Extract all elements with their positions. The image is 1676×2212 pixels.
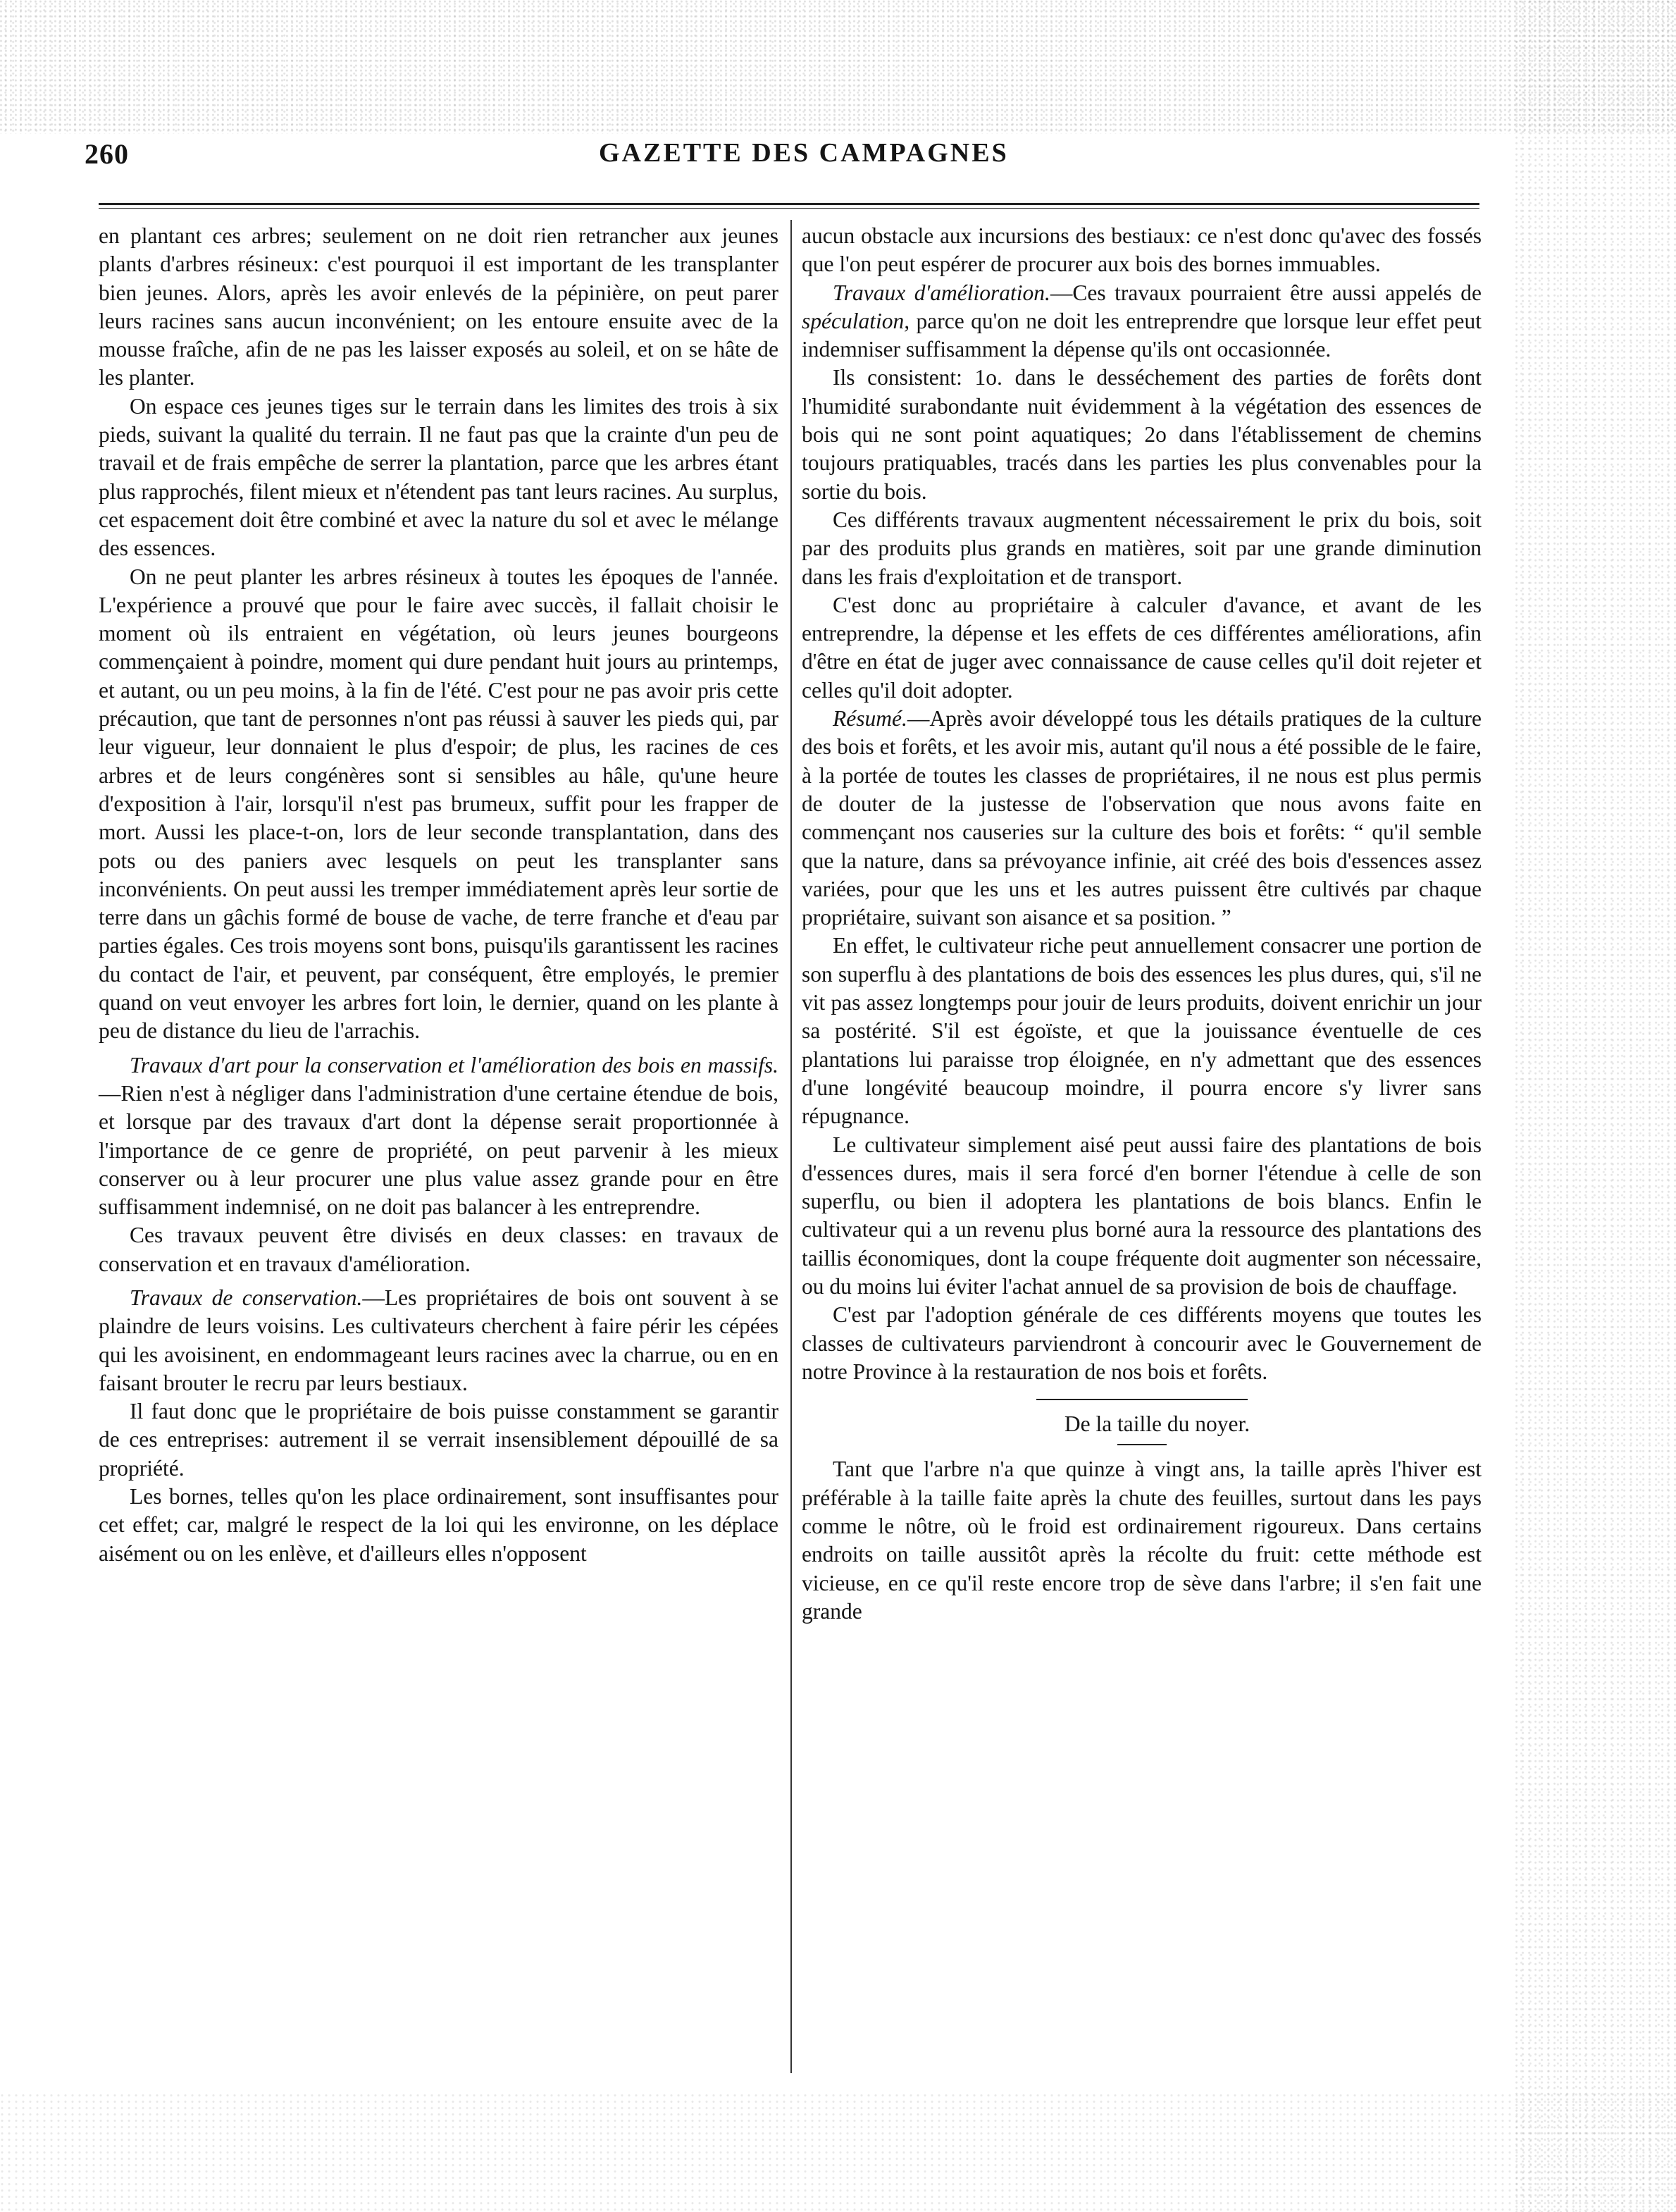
paper-speckle-right bbox=[1514, 0, 1676, 2212]
subsection-heading: Travaux d'art pour la conservation et l'amélioration des bois en massifs. bbox=[130, 1052, 778, 1077]
section-separator bbox=[1036, 1399, 1248, 1400]
paragraph: En effet, le cultivateur riche peut annuellement consacrer une portion de son superflu à des plantations de bois des essences les plus dures, qui, s'il ne vit pas assez longtemps pour jouir de leurs produits, doivent enrichir un jour sa postérité. S'il est égoïste, et que la jouissance éventuelle de ces plantations lui paraisse trop éloignée, en n'y admettant que des essences d'une longévité beaucoup moindre, il pourra encore s'y livrer sans répugnance. bbox=[802, 933, 1482, 1129]
paragraph bbox=[802, 279, 1482, 364]
section-title: De la taille du noyer. bbox=[1064, 1411, 1250, 1437]
paragraph-text: —Les propriétaires de bois ont souvent à se plaindre de leurs voisins. Les cultivateurs cherchent à faire périr les cépées qui les avoisinent, en endommageant leurs racines avec la charrue, ou en en faisant brouter le recru par leurs bestiaux. bbox=[99, 1285, 778, 1395]
paragraph bbox=[802, 705, 1482, 932]
paragraph bbox=[99, 1051, 778, 1222]
paragraph: Ces différents travaux augmentent nécessairement le prix du bois, soit par des produits plus grands en matières, soit par une grande diminution dans les frais d'exploitation et de transport. bbox=[802, 507, 1482, 589]
paper-speckle-top bbox=[0, 0, 1676, 134]
title-underline bbox=[1117, 1444, 1167, 1445]
paragraph: en plantant ces arbres; seulement on ne doit rien retrancher aux jeunes plants d'arbres résineux: c'est pourquoi il est important de les transplanter bien jeunes. Alors, après les avoir enlevés de la pépinière, on peut parer leurs racines sans aucun inconvénient; on les entoure ensuite avec de la mousse fraîche, afin de ne pas les laisser exposés au soleil, et on se hâte de les planter. bbox=[99, 223, 778, 390]
left-column bbox=[99, 222, 778, 1568]
paragraph: Le cultivateur simplement aisé peut aussi faire des plantations de bois d'essences dures, mais il sera forcé d'en borner l'étendue à celle de son superflu, ou bien il adoptera les plantations de bois blancs. Enfin le cultivateur qui a un revenu plus borné aura la ressource des plantations des taillis économiques, dont la coupe fréquente doit augmenter son nécessaire, ou du moins lui éviter l'achat annuel de sa provision de bois de chauffage. bbox=[802, 1132, 1482, 1299]
column-divider bbox=[790, 220, 792, 2073]
subsection-heading: Travaux d'amélioration. bbox=[833, 280, 1050, 305]
paragraph: Il faut donc que le propriétaire de bois puisse constamment se garantir de ces entreprises: autrement il se verrait insensiblement dépouillé de sa propriété. bbox=[99, 1399, 778, 1481]
paragraph: On espace ces jeunes tiges sur le terrain dans les limites des trois à six pieds, suivant la qualité du terrain. Il ne faut pas que la crainte d'un peu de travail et de frais empêche de serrer la plantation, parce que les arbres étant plus rapprochés, filent mieux et n'étendent pas tant leurs racines. Au surplus, cet espacement doit être combiné et avec la nature du sol et avec le mélange des essences. bbox=[99, 393, 778, 561]
subsection-heading: Résumé. bbox=[833, 706, 907, 731]
paragraph: aucun obstacle aux incursions des bestiaux: ce n'est donc qu'avec des fossés que l'on peut espérer de procurer aux bois des bornes immuables. bbox=[802, 223, 1482, 277]
paragraph: Ces travaux peuvent être divisés en deux classes: en travaux de conservation et en travaux d'amélioration. bbox=[99, 1223, 778, 1276]
paragraph: On ne peut planter les arbres résineux à toutes les époques de l'année. L'expérience a prouvé que pour le faire avec succès, il fallait choisir le moment où ils entraient en végétation, où leurs jeunes bourgeons commençaient à poindre, moment qui dure pendant huit jours au printemps, et autant, ou un peu moins, à la fin de l'été. C'est pour ne pas avoir pris cette précaution, que tant de personnes n'ont pas réussi à sauver les pieds qui, par leur vigueur, leur donnaient le plus d'espoir; de plus, les racines de ces arbres et de leurs congénères sont si sensibles au hâle, qu'une heure d'exposition à l'air, lorsqu'il n'est pas brumeux, suffit pour les frapper de mort. Aussi les place-t-on, lors de leur seconde transplantation, dans des pots ou des paniers avec lesquels on peut les transplanter sans inconvénients. On peut aussi les tremper immédiatement après leur sortie de terre dans un gâchis formé de bouse de vache, de terre franche et d'eau par parties égales. Ces trois moyens sont bons, puisqu'ils garantissent les racines du contact de l'air, et peuvent, par conséquent, être employés, le premier quand on veut envoyer les arbres fort loin, le dernier, quand on les plante à peu de distance du lieu de l'arrachis. bbox=[99, 564, 778, 1044]
paragraph: C'est par l'adoption générale de ces différents moyens que toutes les classes de cultivateurs parviendront à concourir avec le Gouvernement de notre Province à la restauration de nos bois et forêts. bbox=[802, 1302, 1482, 1384]
paragraph bbox=[99, 1284, 778, 1397]
subsection-heading: Travaux de conservation. bbox=[130, 1285, 363, 1310]
paragraph-text: —Rien n'est à négliger dans l'administration d'une certaine étendue de bois, et lorsque par des travaux d'art dont la dépense serait proportionnée à l'importance de ce genre de propriété, on peut parvenir à les mieux conserver ou à leur procurer une plus value assez grande pour en être suffisamment indemnisé, on ne doit pas balancer à les entreprendre. bbox=[99, 1080, 778, 1220]
paper-speckle-bottom bbox=[0, 2092, 1676, 2212]
header-rule bbox=[99, 203, 1479, 209]
paragraph: Ils consistent: 1o. dans le desséchement des parties de forêts dont l'humidité surabondante nuit évidemment à la végétation des essences de bois qui ne sont point aquatiques; 2o dans l'établissement de chemins toujours pratiquables, tracés dans les parties les plus convenables pour la sortie du bois. bbox=[802, 365, 1482, 504]
paragraph: C'est donc au propriétaire à calculer d'avance, et avant de les entreprendre, la dépense et les effets de ces différentes améliorations, afin d'être en état de juger avec connaissance de cause celles qu'il doit rejeter et celles qu'il doit adopter. bbox=[802, 592, 1482, 703]
paragraph: Les bornes, telles qu'on les place ordinairement, sont insuffisantes pour cet effet; car, malgré le respect de la loi qui les environne, on les déplace aisément ou on les enlève, et d'ailleurs elles n'opposent bbox=[99, 1484, 778, 1566]
right-column bbox=[802, 222, 1482, 1626]
paragraph: Tant que l'arbre n'a que quinze à vingt ans, la taille après l'hiver est préférable à la taille faite après la chute des feuilles, surtout dans les pays comme le nôtre, où le froid est ordinairement rigoureux. Dans certains endroits on taille aussitôt après la récolte du fruit: cette méthode est vicieuse, en ce qu'il reste encore trop de sève dans l'arbre; il s'en fait une grande bbox=[802, 1457, 1482, 1624]
paragraph-text: parce qu'on ne doit les entreprendre que lorsque leur effet peut indemniser suffisamment la dépense qu'ils ont occasionnée. bbox=[802, 308, 1482, 362]
running-title: GAZETTE DES CAMPAGNES bbox=[599, 138, 1009, 168]
paragraph-text: —Ces travaux pourraient être aussi appelés de bbox=[1050, 280, 1482, 305]
paragraph-text: —Après avoir développé tous les détails pratiques de la culture des bois et forêts, et les avoir mis, autant qu'il nous a été possible de le faire, à la portée de toutes les classes de propriétaires, il ne nous est plus permis de douter de la justesse de l'observation que nous avons faite en commençant nos causeries sur la culture des bois et forêts: “ qu'il semble que la nature, dans sa prévoyance infinie, ait créé des bois d'essences assez variées, pour que les uns et les autres puissent être cultivés par chaque propriétaire, suivant son aisance et sa position. ” bbox=[802, 706, 1482, 930]
emphasis-text: spéculation, bbox=[802, 308, 910, 333]
page-number: 260 bbox=[85, 138, 129, 170]
page-header bbox=[85, 137, 1494, 180]
